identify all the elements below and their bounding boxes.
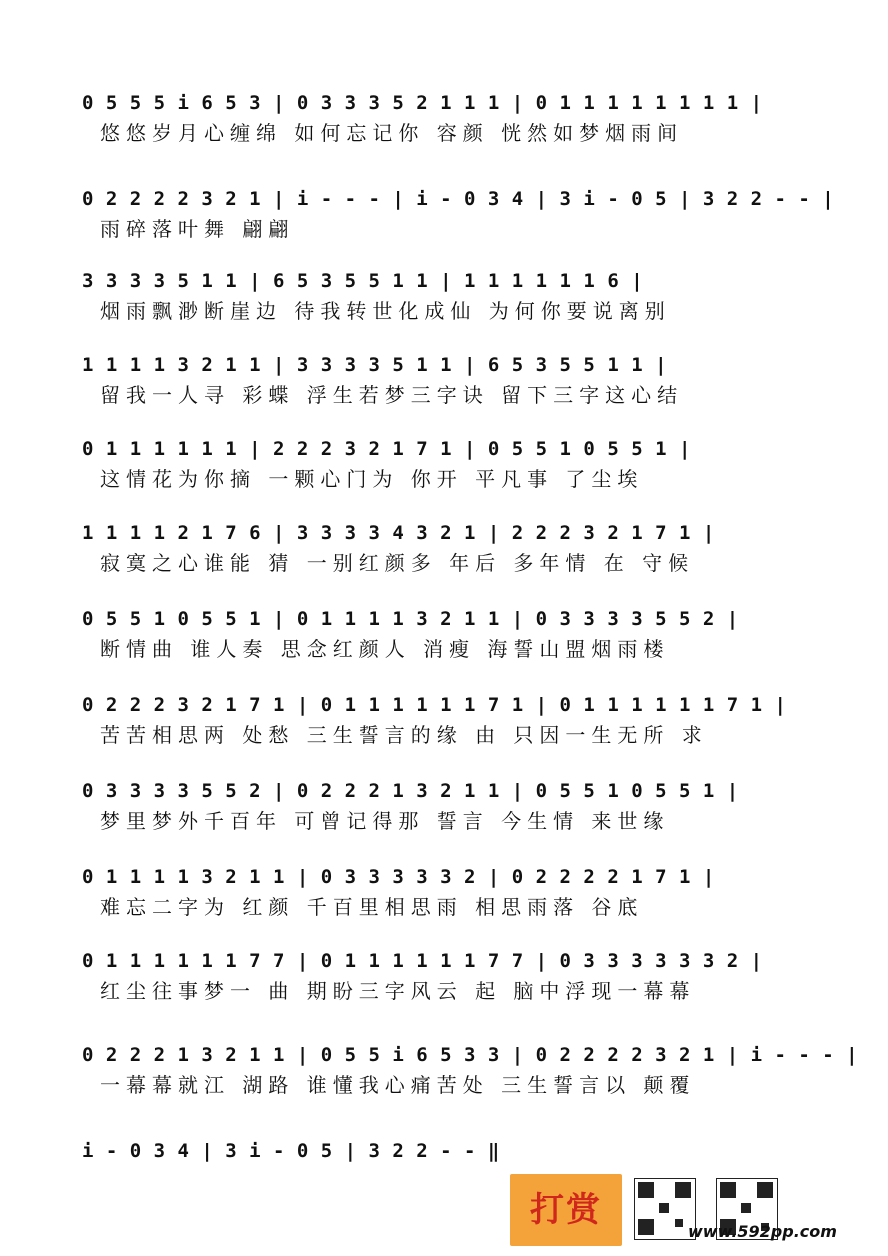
lyrics-row: 这情花为你摘 一颗心门为 你开 平凡事 了尘埃 <box>100 467 644 491</box>
lyrics-row: 难忘二字为 红颜 千百里相思雨 相思雨落 谷底 <box>100 895 644 919</box>
lyrics-row: 梦里梦外千百年 可曾记得那 誓言 今生情 来世缘 <box>100 809 670 833</box>
notation-row: 0 5 5 1 0 5 5 1 | 0 1 1 1 1 3 2 1 1 | 0 3 3 3 3 5 5 2 | <box>82 608 739 630</box>
notation-row: 0 5 5 5 i 6 5 3 | 0 3 3 3 5 2 1 1 1 | 0 1 1 1 1 1 1 1 1 | <box>82 92 763 114</box>
footer <box>510 1174 880 1250</box>
notation-row: 0 1 1 1 1 3 2 1 1 | 0 3 3 3 3 3 2 | 0 2 2 2 2 1 7 1 | <box>82 866 715 888</box>
notation-row: 3 3 3 3 5 1 1 | 6 5 3 5 5 1 1 | 1 1 1 1 1 1 6 | <box>82 270 644 292</box>
reward-button[interactable]: 打赏 <box>510 1174 622 1246</box>
score-line <box>82 946 808 1016</box>
notation-row: i - 0 3 4 | 3 i - 0 5 | 3 2 2 - - ‖ <box>82 1140 500 1162</box>
score-line <box>82 1040 859 1110</box>
score-line <box>82 266 808 336</box>
notation-row: 0 2 2 2 3 2 1 7 1 | 0 1 1 1 1 1 1 7 1 | 0 1 1 1 1 1 1 7 1 | <box>82 694 787 716</box>
score-line <box>82 604 808 674</box>
lyrics-row: 雨碎落叶舞 翩翩 <box>100 217 295 241</box>
lyrics-row: 红尘往事梦一 曲 期盼三字风云 起 脑中浮现一幕幕 <box>100 979 696 1003</box>
score-line <box>82 88 808 158</box>
score-line <box>82 184 835 254</box>
score-line <box>82 862 808 932</box>
notation-row: 0 1 1 1 1 1 1 | 2 2 2 3 2 1 7 1 | 0 5 5 1 0 5 5 1 | <box>82 438 691 460</box>
lyrics-row: 苦苦相思两 处愁 三生誓言的缘 由 只因一生无所 求 <box>100 723 708 747</box>
score-line <box>82 518 808 588</box>
notation-row: 1 1 1 1 3 2 1 1 | 3 3 3 3 5 1 1 | 6 5 3 5 5 1 1 | <box>82 354 668 376</box>
score-line <box>82 350 808 420</box>
lyrics-row: 烟雨飘渺断崖边 待我转世化成仙 为何你要说离别 <box>100 299 671 323</box>
notation-row: 0 1 1 1 1 1 1 7 7 | 0 1 1 1 1 1 1 7 7 | 0 3 3 3 3 3 3 2 | <box>82 950 763 972</box>
lyrics-row: 断情曲 谁人奏 思念红颜人 消瘦 海誓山盟烟雨楼 <box>100 637 670 661</box>
score-line <box>82 434 808 504</box>
website-link[interactable]: www.592pp.com <box>688 1222 837 1241</box>
score-line <box>82 690 808 760</box>
lyrics-row: 留我一人寻 彩蝶 浮生若梦三字诀 留下三字这心结 <box>100 383 684 407</box>
lyrics-row: 悠悠岁月心缠绵 如何忘记你 容颜 恍然如梦烟雨间 <box>100 121 684 145</box>
notation-row: 1 1 1 1 2 1 7 6 | 3 3 3 3 4 3 2 1 | 2 2 2 3 2 1 7 1 | <box>82 522 715 544</box>
notation-row: 0 2 2 2 1 3 2 1 1 | 0 5 5 i 6 5 3 3 | 0 2 2 2 2 3 2 1 | i - - - | <box>82 1044 859 1066</box>
notation-row: 0 3 3 3 3 5 5 2 | 0 2 2 2 1 3 2 1 1 | 0 5 5 1 0 5 5 1 | <box>82 780 739 802</box>
notation-row: 0 2 2 2 2 3 2 1 | i - - - | i - 0 3 4 | 3 i - 0 5 | 3 2 2 - - | <box>82 188 835 210</box>
qr-code-icon <box>634 1178 696 1240</box>
lyrics-row: 寂寞之心谁能 猜 一别红颜多 年后 多年情 在 守候 <box>100 551 695 575</box>
score-line <box>82 776 808 846</box>
lyrics-row: 一幕幕就江 湖路 谁懂我心痛苦处 三生誓言以 颠覆 <box>100 1073 696 1097</box>
